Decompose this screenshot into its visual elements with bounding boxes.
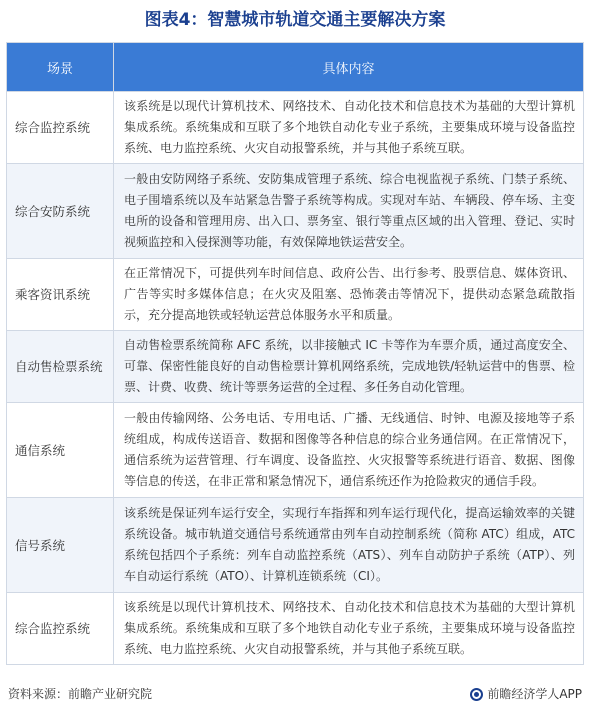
source-note: 资料来源：前瞻产业研究院 [8, 687, 153, 701]
scene-cell: 乘客资讯系统 [7, 259, 114, 331]
content-cell: 该系统是以现代计算机技术、网络技术、自动化技术和信息技术为基础的大型计算机集成系统。系统集成和互联了多个地铁自动化专业子系统，主要集成环境与设备监控系统、电力监控系统、火灾自动报警系统，并与其他子系统互联。 [114, 593, 584, 665]
table-row [7, 259, 584, 331]
footer [6, 684, 584, 704]
scene-cell: 自动售检票系统 [7, 331, 114, 403]
column-header-scene: 场景 [7, 43, 114, 92]
content-cell: 在正常情况下，可提供列车时间信息、政府公告、出行参考、股票信息、媒体资讯、广告等实时多媒体信息；在火灾及阻塞、恐怖袭击等情况下，提供动态紧急疏散指示，充分提高地铁或轻轨运营总体服务水平和质量。 [114, 259, 584, 331]
solutions-table [6, 42, 584, 665]
scene-cell: 通信系统 [7, 403, 114, 498]
table-row [7, 403, 584, 498]
table-row [7, 164, 584, 259]
brand-logo-icon [470, 688, 483, 701]
table-row [7, 331, 584, 403]
scene-cell: 综合监控系统 [7, 593, 114, 665]
scene-cell: 信号系统 [7, 498, 114, 593]
content-cell: 一般由传输网络、公务电话、专用电话、广播、无线通信、时钟、电源及接地等子系统组成，构成传送语音、数据和图像等各种信息的综合业务通信网。在正常情况下，通信系统为运营管理、行车调度、设备监控、火灾报警等系统进行语音、数据、图像等信息的传送，在非正常和紧急情况下，通信系统还作为抢险救灾的通信手段。 [114, 403, 584, 498]
table-header-row [7, 43, 584, 92]
table-row [7, 593, 584, 665]
page-title: 图表4：智慧城市轨道交通主要解决方案 [144, 10, 446, 30]
content-cell: 一般由安防网络子系统、安防集成管理子系统、综合电视监视子系统、门禁子系统、电子围墙系统以及车站紧急告警子系统等构成。实现对车站、车辆段、停车场、主变电所的设备和管理用房、出入口、票务室、银行等重点区域的出入管理、登记、实时视频监控和入侵探测等功能，有效保障地铁运营安全。 [114, 164, 584, 259]
scene-cell: 综合监控系统 [7, 92, 114, 164]
content-cell: 该系统是以现代计算机技术、网络技术、自动化技术和信息技术为基础的大型计算机集成系统。系统集成和互联了多个地铁自动化专业子系统，主要集成环境与设备监控系统、电力监控系统、火灾自动报警系统，并与其他子系统互联。 [114, 92, 584, 164]
brand-credit [470, 684, 582, 704]
scene-cell: 综合安防系统 [7, 164, 114, 259]
column-header-content: 具体内容 [114, 43, 584, 92]
table-row [7, 498, 584, 593]
brand-name: 前瞻经济学人APP [487, 687, 582, 701]
table-row [7, 92, 584, 164]
content-cell: 自动售检票系统简称 AFC 系统，以非接触式 IC 卡等作为车票介质，通过高度安全、可靠、保密性能良好的自动售检票计算机网络系统，完成地铁/轻轨运营中的售票、检票、计费、收费、统计等票务运营的全过程、多任务自动化管理。 [114, 331, 584, 403]
content-cell: 该系统是保证列车运行安全，实现行车指挥和列车运行现代化，提高运输效率的关键系统设备。城市轨道交通信号系统通常由列车自动控制系统（简称 ATC）组成，ATC系统包括四个子系统：列车自动监控系统（ATS）、列车自动防护子系统（ATP）、列车自动运行系统（ATO）、计算机连锁系统（CI）。 [114, 498, 584, 593]
